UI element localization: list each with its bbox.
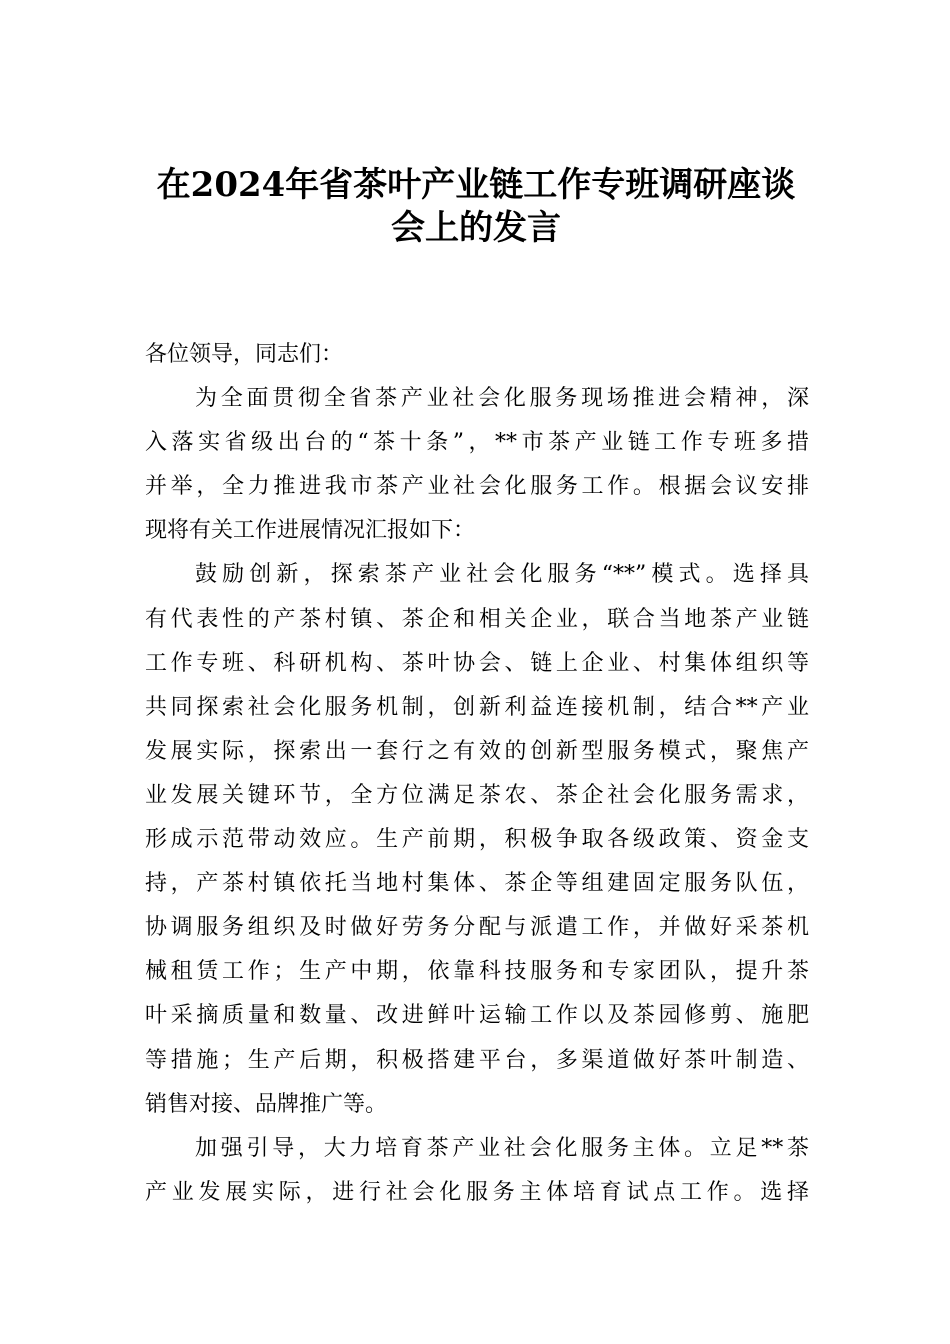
paragraph-line: 并举，全力推进我市茶产业社会化服务工作。根据会议安排 <box>145 474 809 500</box>
paragraph-3 <box>145 1127 809 1215</box>
paragraph-line: 销售对接、品牌推广等。 <box>145 1091 388 1117</box>
paragraph-line: 协调服务组织及时做好劳务分配与派遣工作，并做好采茶机 <box>145 915 809 941</box>
paragraph-line: 等措施；生产后期，积极搭建平台，多渠道做好茶叶制造、 <box>145 1047 809 1073</box>
paragraph-line: 发展实际，探索出一套行之有效的创新型服务模式，聚焦产 <box>145 738 809 764</box>
paragraph-line: 为全面贯彻全省茶产业社会化服务现场推进会精神，深 <box>195 386 809 412</box>
paragraph-line: 产业发展实际，进行社会化服务主体培育试点工作。选择 <box>145 1179 809 1205</box>
paragraph-line: 加强引导，大力培育茶产业社会化服务主体。立足**茶 <box>195 1135 809 1161</box>
paragraph-line: 现将有关工作进展情况汇报如下： <box>145 518 476 544</box>
salutation: 各位领导，同志们： <box>145 342 344 367</box>
document-body <box>145 333 809 1215</box>
paragraph-line: 械租赁工作；生产中期，依靠科技服务和专家团队，提升茶 <box>145 959 809 985</box>
paragraph-line: 叶采摘质量和数量、改进鲜叶运输工作以及茶园修剪、施肥 <box>145 1003 809 1029</box>
paragraph-line: 形成示范带动效应。生产前期，积极争取各级政策、资金支 <box>145 827 809 853</box>
paragraph-line: 业发展关键环节，全方位满足茶农、茶企社会化服务需求， <box>145 782 809 808</box>
paragraph-line: 鼓励创新，探索茶产业社会化服务“**”模式。选择具 <box>195 562 809 588</box>
paragraph-line: 共同探索社会化服务机制，创新利益连接机制，结合**产业 <box>145 694 809 720</box>
paragraph-line: 入落实省级出台的“茶十条”，**市茶产业链工作专班多措 <box>145 430 809 456</box>
paragraph-line: 有代表性的产茶村镇、茶企和相关企业，联合当地茶产业链 <box>145 606 809 632</box>
paragraph-line: 工作专班、科研机构、茶叶协会、链上企业、村集体组织等 <box>145 650 809 676</box>
paragraph-line: 持，产茶村镇依托当地村集体、茶企等组建固定服务队伍， <box>145 871 809 897</box>
paragraph-2 <box>145 553 809 1126</box>
document-title-line-1: 在2024年省茶叶产业链工作专班调研座谈 <box>156 165 796 205</box>
document-title-line-2: 会上的发言 <box>391 208 561 248</box>
paragraph-1 <box>145 377 809 553</box>
